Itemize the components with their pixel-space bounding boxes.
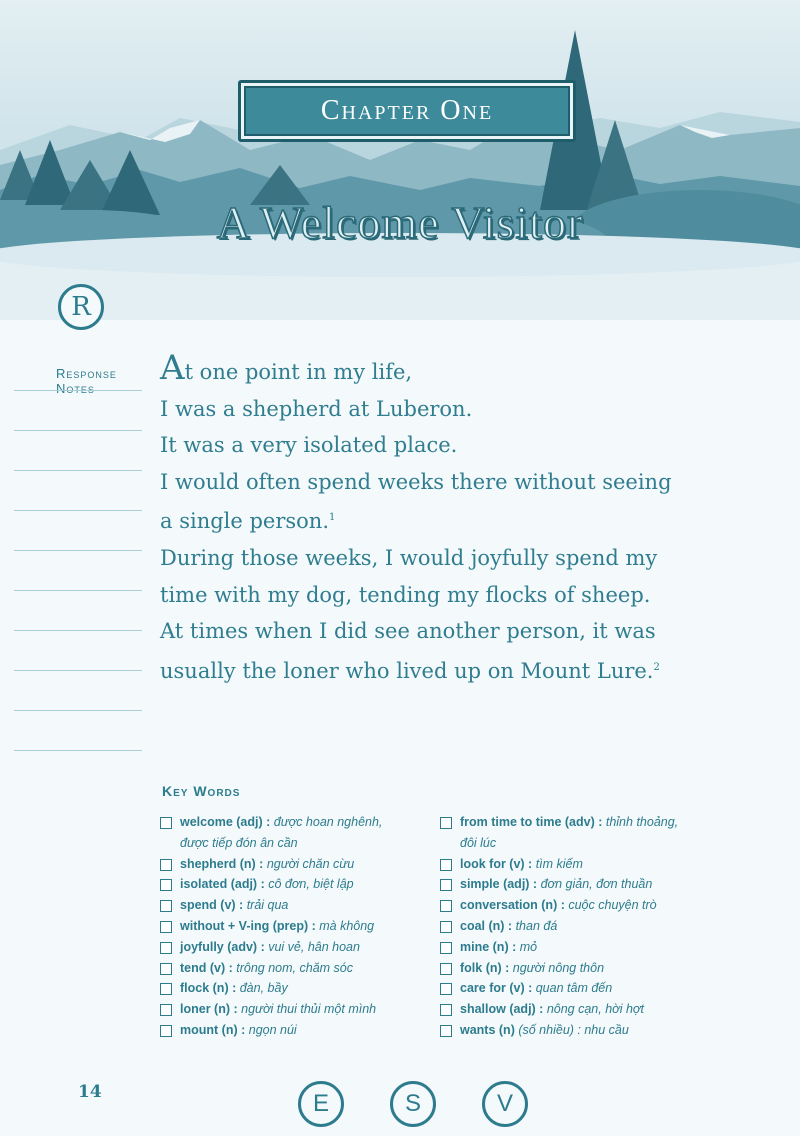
- key-word-definition: thỉnh thoảng,: [605, 815, 679, 829]
- skill-badge-letter: S: [404, 1090, 421, 1117]
- checkbox[interactable]: [160, 942, 172, 954]
- key-word-term: joyfully (adv) :: [180, 939, 265, 954]
- key-word-item: [160, 812, 450, 854]
- key-word-item: [160, 895, 450, 916]
- checkbox[interactable]: [160, 900, 172, 912]
- header-illustration: [0, 0, 800, 320]
- key-words-title: Key Words: [162, 783, 241, 799]
- notes-rule: [14, 510, 142, 511]
- checkbox[interactable]: [440, 1004, 452, 1016]
- key-word-definition: người nông thôn: [512, 960, 605, 975]
- key-word-item: [440, 874, 730, 895]
- key-word-term: tend (v) :: [180, 960, 233, 975]
- mountain-landscape-image: [0, 0, 800, 320]
- key-word-item: [440, 999, 730, 1020]
- key-word-item: [160, 854, 450, 875]
- story-title: A Welcome Visitor: [216, 197, 584, 248]
- skill-badge-e: [298, 1081, 344, 1127]
- key-word-definition: quan tâm đến: [535, 981, 613, 996]
- key-words-right-column: [440, 812, 730, 1041]
- key-word-item: [160, 937, 450, 958]
- key-word-term: coal (n) :: [460, 918, 513, 933]
- reading-badge-letter: R: [71, 292, 91, 322]
- key-word-term: welcome (adj) :: [180, 815, 271, 829]
- passage-line: During those weeks, I would joyfully spend my: [160, 545, 658, 570]
- key-word-item: [160, 999, 450, 1020]
- footnote-marker: 2: [653, 661, 660, 673]
- key-word-term: isolated (adj) :: [180, 877, 265, 892]
- key-word-definition: trải qua: [246, 898, 289, 913]
- checkbox[interactable]: [160, 963, 172, 975]
- key-word-term: wants (n): [460, 1022, 515, 1037]
- key-word-term: folk (n) :: [460, 960, 510, 975]
- key-word-term: simple (adj) :: [460, 877, 538, 892]
- checkbox[interactable]: [160, 983, 172, 995]
- checkbox[interactable]: [440, 983, 452, 995]
- key-word-item: [160, 916, 450, 937]
- checkbox[interactable]: [440, 859, 452, 871]
- key-word-term: from time to time (adv) :: [460, 815, 603, 829]
- key-word-term: care for (v) :: [460, 981, 533, 996]
- key-word-item: [440, 937, 730, 958]
- checkbox[interactable]: [440, 921, 452, 933]
- key-word-item: [160, 874, 450, 895]
- key-word-item: [160, 978, 450, 999]
- key-word-item: [440, 978, 730, 999]
- story-passage: [160, 348, 780, 689]
- key-word-term: without + V-ing (prep) :: [180, 918, 316, 933]
- passage-line-text: usually the loner who lived up on Mount Lure.: [160, 658, 654, 683]
- key-word-definition: người thui thủi một mình: [241, 1002, 377, 1017]
- checkbox[interactable]: [440, 817, 452, 829]
- checkbox[interactable]: [440, 1025, 452, 1037]
- checkbox[interactable]: [160, 859, 172, 871]
- key-word-item: [440, 812, 730, 854]
- key-word-definition: đôi lúc: [460, 835, 497, 850]
- key-word-definition: (số nhiều) : nhu cầu: [518, 1022, 629, 1037]
- skill-badge-v: [482, 1081, 528, 1127]
- notes-rule: [14, 630, 142, 631]
- passage-line-text: t one point in my life,: [184, 360, 413, 384]
- checkbox[interactable]: [440, 879, 452, 891]
- key-word-definition: cô đơn, biệt lập: [268, 877, 354, 892]
- passage-line: I would often spend weeks there without seeing: [160, 469, 672, 494]
- checkbox[interactable]: [160, 921, 172, 933]
- notes-rule: [14, 390, 142, 391]
- key-word-term: loner (n) :: [180, 1002, 238, 1017]
- key-word-term: look for (v) :: [460, 856, 533, 871]
- passage-line-text: a single person.: [160, 509, 330, 534]
- notes-rule: [14, 750, 142, 751]
- key-word-definition: đơn giản, đơn thuần: [540, 877, 653, 892]
- checkbox[interactable]: [160, 817, 172, 829]
- passage-line: It was a very isolated place.: [160, 433, 458, 458]
- key-word-item: [440, 854, 730, 875]
- key-word-item: [160, 958, 450, 979]
- skill-badge-s: [390, 1081, 436, 1127]
- checkbox[interactable]: [160, 879, 172, 891]
- checkbox[interactable]: [160, 1025, 172, 1037]
- key-word-definition: cuộc chuyện trò: [568, 898, 657, 913]
- footnote-marker: 1: [329, 512, 336, 524]
- key-word-definition: than đá: [515, 918, 558, 933]
- key-word-item: [440, 895, 730, 916]
- key-word-item: [440, 1020, 730, 1041]
- chapter-label: Chapter One: [320, 95, 494, 126]
- notes-rule: [14, 710, 142, 711]
- notes-rule: [14, 550, 142, 551]
- passage-line: time with my dog, tending my flocks of sheep.: [160, 582, 651, 607]
- passage-line: [160, 650, 780, 690]
- key-word-term: conversation (n) :: [460, 898, 565, 913]
- key-word-definition: người chăn cừu: [266, 856, 355, 871]
- key-words-left-column: [160, 812, 450, 1041]
- checkbox[interactable]: [440, 900, 452, 912]
- checkbox[interactable]: [440, 963, 452, 975]
- key-word-term: spend (v) :: [180, 898, 244, 913]
- key-word-definition: mỏ: [519, 939, 538, 954]
- passage-line: I was a shepherd at Luberon.: [160, 396, 473, 421]
- passage-line: [160, 500, 780, 540]
- key-word-term: mount (n) :: [180, 1022, 246, 1037]
- key-word-definition: mà không: [319, 918, 375, 933]
- page-number: 14: [78, 1082, 102, 1102]
- response-notes-column: [0, 330, 150, 770]
- skill-badge-letter: V: [496, 1090, 513, 1117]
- key-word-term: shepherd (n) :: [180, 856, 264, 871]
- key-word-definition: đàn, bầy: [239, 981, 288, 996]
- key-word-definition: nông cạn, hời hợt: [546, 1002, 644, 1017]
- key-word-item: [440, 958, 730, 979]
- key-word-definition: được hoan nghênh,: [273, 815, 383, 829]
- checkbox[interactable]: [440, 942, 452, 954]
- skill-badge-letter: E: [312, 1090, 329, 1117]
- reading-skill-badge: [58, 284, 104, 330]
- key-word-definition: vui vẻ, hân hoan: [268, 939, 360, 954]
- key-word-term: flock (n) :: [180, 981, 237, 996]
- notes-rule: [14, 470, 142, 471]
- notes-rule: [14, 590, 142, 591]
- passage-line: [160, 348, 780, 391]
- notes-rule: [14, 670, 142, 671]
- key-word-term: shallow (adj) :: [460, 1002, 544, 1017]
- key-word-definition: ngọn núi: [248, 1022, 297, 1037]
- key-word-item: [160, 1020, 450, 1041]
- response-notes-label: Response Notes: [56, 366, 117, 396]
- key-word-term: mine (n) :: [460, 939, 517, 954]
- notes-rule: [14, 430, 142, 431]
- passage-line: At times when I did see another person, it was: [160, 619, 656, 644]
- chapter-heading-box: [238, 80, 576, 142]
- key-word-definition: trông nom, chăm sóc: [236, 960, 353, 975]
- key-word-definition: tìm kiếm: [535, 856, 583, 871]
- checkbox[interactable]: [160, 1004, 172, 1016]
- key-word-item: [440, 916, 730, 937]
- key-word-definition: được tiếp đón ân cần: [180, 835, 298, 850]
- drop-cap: A: [160, 348, 185, 388]
